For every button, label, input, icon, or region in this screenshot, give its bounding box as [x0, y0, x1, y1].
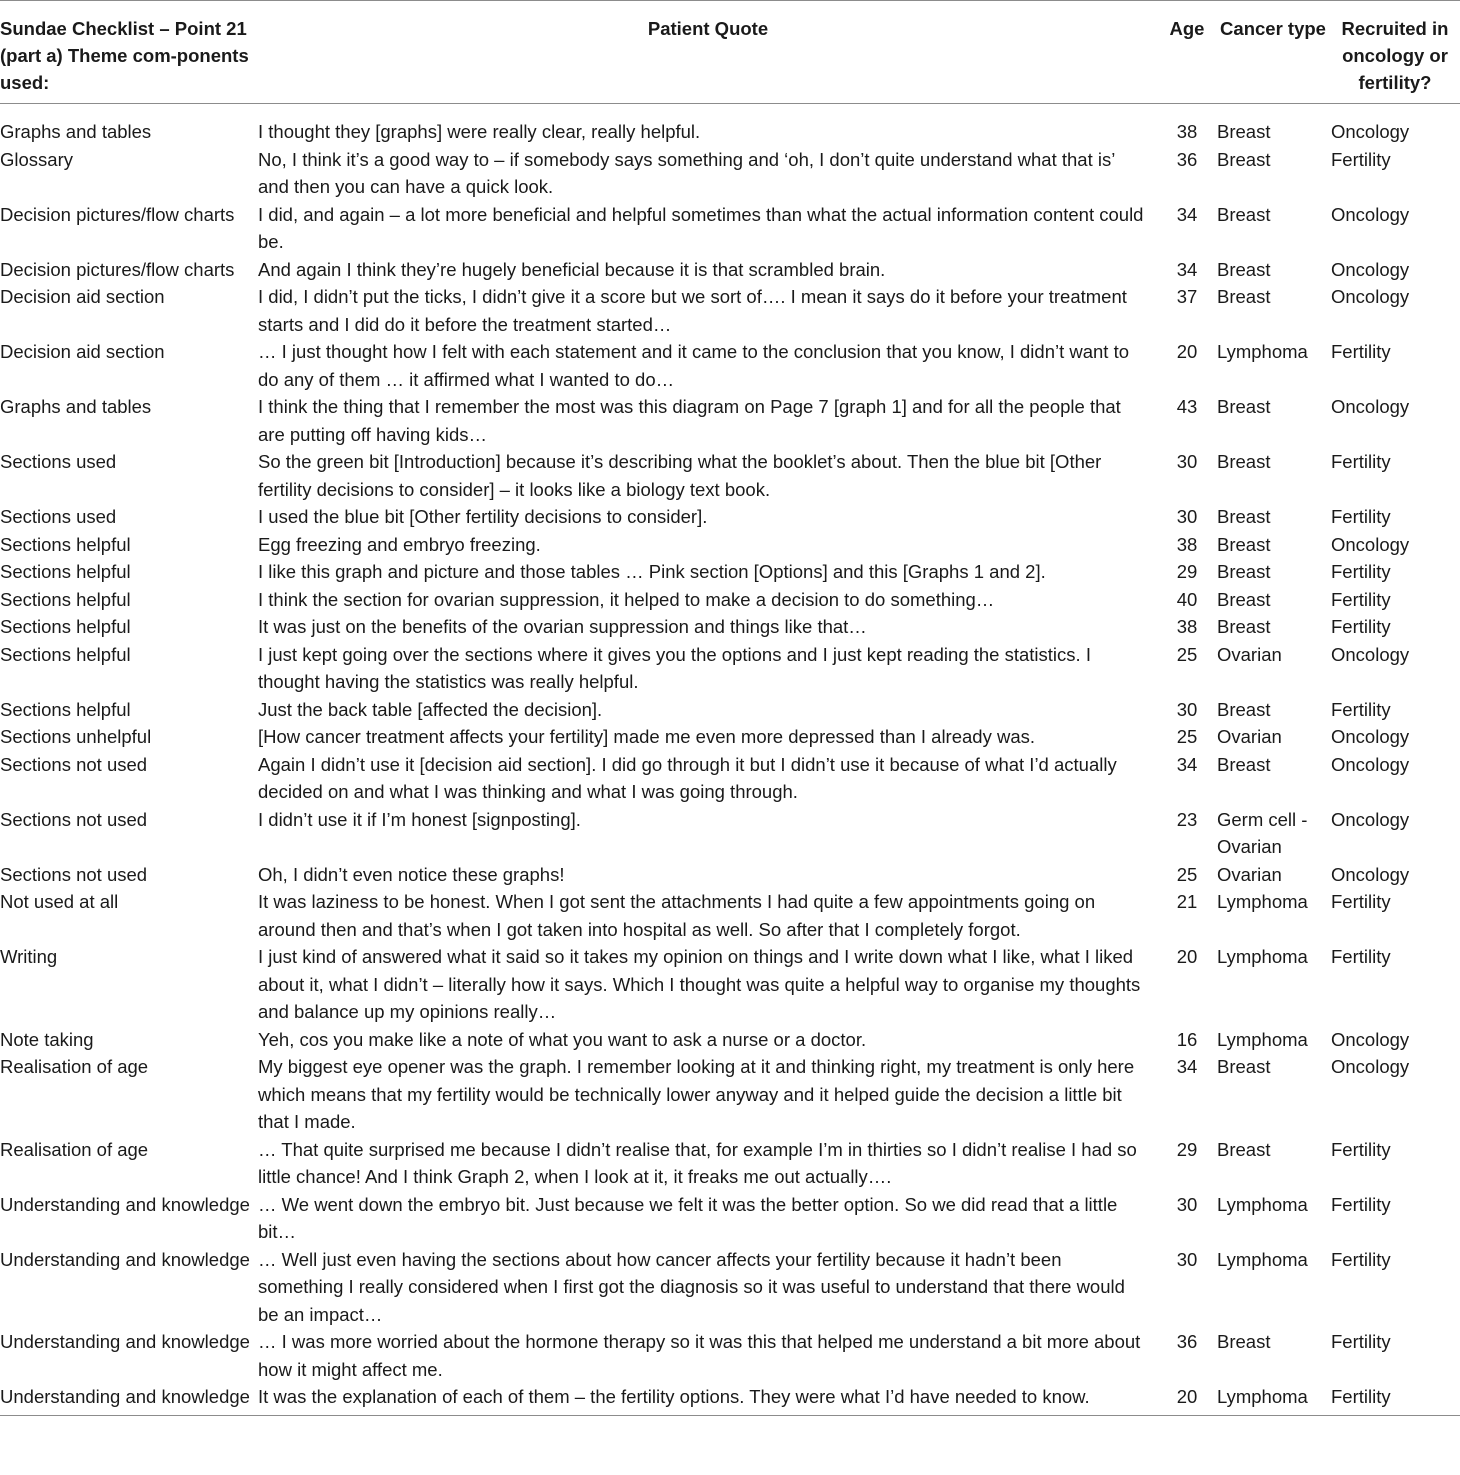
cell-cancer-type: Breast	[1217, 698, 1271, 720]
cell-patient-quote: I did, and again – a lot more beneficial and helpful sometimes than what the actual information content could be.	[258, 203, 1144, 252]
cell-age: 30	[1176, 698, 1198, 720]
cell-theme-component: Sections not used	[0, 808, 148, 830]
cell-patient-quote: No, I think it’s a good way to – if somebody says something and ‘oh, I don’t quite understand what that is’ and then you can have a quick look.	[258, 148, 1115, 197]
cell-recruited-in: Fertility	[1331, 698, 1391, 720]
cell-theme-component: Sections helpful	[0, 533, 131, 555]
table-row	[0, 943, 1460, 1026]
cell-cancer-type: Breast	[1217, 753, 1271, 775]
cell-cancer-type: Lymphoma	[1217, 1028, 1308, 1050]
cell-theme-component: Sections helpful	[0, 588, 131, 610]
table-row	[0, 104, 1460, 146]
table-row	[0, 888, 1460, 943]
table-row	[0, 338, 1460, 393]
header-theme-components: Sundae Checklist – Point 21 (part a) Theme com-ponents used:	[0, 1, 258, 104]
table-row	[0, 1053, 1460, 1136]
table-row	[0, 558, 1460, 586]
cell-age: 38	[1176, 533, 1198, 555]
cell-recruited-in: Fertility	[1331, 616, 1391, 637]
cell-patient-quote: … I was more worried about the hormone therapy so it was this that helped me understand a bit more about how it might affect me.	[258, 1331, 1141, 1380]
cell-recruited-in: Fertility	[1331, 891, 1391, 912]
cell-theme-component: Sections unhelpful	[0, 726, 152, 747]
cell-age: 20	[1176, 946, 1198, 967]
cell-cancer-type: Lymphoma	[1217, 341, 1308, 362]
cell-cancer-type: Lymphoma	[1217, 1248, 1308, 1270]
cell-age: 36	[1176, 148, 1198, 170]
cell-age: 34	[1176, 753, 1198, 775]
cell-age: 20	[1158, 1383, 1216, 1415]
cell-theme-component: Glossary	[0, 148, 73, 170]
cell-age: 30	[1176, 1193, 1198, 1215]
cell-cancer-type: Breast	[1217, 1138, 1271, 1160]
cell-cancer-type: Breast	[1217, 561, 1271, 582]
cell-age: 16	[1176, 1028, 1198, 1050]
cell-age: 34	[1176, 1056, 1198, 1077]
cell-theme-component: Understanding and knowledge	[0, 1331, 250, 1352]
cell-recruited-in: Fertility	[1331, 451, 1391, 472]
cell-recruited-in: Fertility	[1331, 946, 1391, 967]
cell-age: 30	[1176, 506, 1198, 527]
cell-patient-quote: Just the back table [affected the decision].	[258, 698, 603, 720]
cell-recruited-in: Oncology	[1331, 863, 1410, 885]
cell-patient-quote: … Well just even having the sections about how cancer affects your fertility because it hadn’t been something I really considered when I first got the diagnosis so it was useful to understand that there would be an impact…	[258, 1248, 1125, 1325]
cell-patient-quote: Egg freezing and embryo freezing.	[258, 533, 541, 555]
cell-cancer-type: Ovarian	[1217, 863, 1282, 885]
cell-recruited-in: Oncology	[1331, 121, 1410, 142]
table-row	[0, 861, 1460, 889]
cell-patient-quote: … That quite surprised me because I didn’t realise that, for example I’m in thirties so I didn’t realise I had so little chance! And I think Graph 2, when I look at it, it freaks me out actually….	[258, 1138, 1137, 1187]
cell-age: 30	[1176, 451, 1198, 472]
cell-cancer-type: Lymphoma	[1216, 1383, 1330, 1415]
cell-recruited-in: Fertility	[1331, 148, 1391, 170]
cell-cancer-type: Lymphoma	[1217, 1193, 1308, 1215]
table-row	[0, 201, 1460, 256]
cell-patient-quote: … I just thought how I felt with each statement and it came to the conclusion that you know, I didn’t want to do any of them … it affirmed what I wanted to do…	[258, 341, 1130, 390]
cell-cancer-type: Breast	[1217, 616, 1271, 637]
cell-cancer-type: Breast	[1217, 203, 1271, 225]
table-row	[0, 751, 1460, 806]
table-row	[0, 1246, 1460, 1329]
table-row	[0, 1026, 1460, 1054]
cell-recruited-in: Oncology	[1331, 753, 1410, 775]
cell-age: 37	[1176, 286, 1198, 307]
cell-theme-component: Understanding and knowledge	[0, 1248, 250, 1270]
cell-age: 29	[1176, 1138, 1198, 1160]
cell-age: 34	[1176, 258, 1198, 280]
cell-age: 36	[1176, 1331, 1198, 1352]
header-patient-quote: Patient Quote	[258, 1, 1158, 104]
cell-patient-quote: I think the section for ovarian suppression, it helped to make a decision to do something…	[258, 588, 995, 610]
header-age: Age	[1158, 1, 1216, 104]
cell-age: 38	[1176, 616, 1198, 637]
cell-theme-component: Writing	[0, 946, 58, 967]
cell-recruited-in: Oncology	[1331, 1056, 1410, 1077]
cell-cancer-type: Breast	[1217, 286, 1271, 307]
cell-recruited-in: Fertility	[1331, 1331, 1391, 1352]
cell-theme-component: Sections not used	[0, 863, 148, 885]
header-row	[0, 1, 1460, 104]
cell-recruited-in: Fertility	[1330, 1383, 1460, 1415]
cell-recruited-in: Fertility	[1331, 1248, 1391, 1270]
table-row	[0, 723, 1460, 751]
cell-recruited-in: Oncology	[1331, 643, 1410, 665]
cell-recruited-in: Oncology	[1331, 396, 1410, 417]
cell-age: 38	[1176, 121, 1198, 142]
cell-patient-quote: I did, I didn’t put the ticks, I didn’t give it a score but we sort of…. I mean it says do it before your treatment starts and I did do it before the treatment started…	[258, 286, 1127, 335]
cell-theme-component: Sections helpful	[0, 698, 131, 720]
cell-patient-quote: I think the thing that I remember the most was this diagram on Page 7 [graph 1] and for all the people that are putting off having kids…	[258, 396, 1121, 445]
cell-recruited-in: Fertility	[1331, 1193, 1391, 1215]
cell-cancer-type: Breast	[1217, 588, 1271, 610]
cell-recruited-in: Oncology	[1331, 808, 1410, 830]
cell-patient-quote: … We went down the embryo bit. Just because we felt it was the better option. So we did read that a little bit…	[258, 1193, 1118, 1242]
cell-patient-quote: Oh, I didn’t even notice these graphs!	[258, 863, 565, 885]
cell-patient-quote: It was laziness to be honest. When I got sent the attachments I had quite a few appointments going on around then and that’s when I got taken into hospital as well. So after that I completely forgot.	[258, 891, 1096, 940]
cell-recruited-in: Oncology	[1331, 203, 1410, 225]
header-cancer-type: Cancer type	[1216, 1, 1330, 104]
cell-theme-component: Not used at all	[0, 891, 119, 912]
cell-patient-quote: Again I didn’t use it [decision aid section]. I did go through it but I didn’t use it because of what I’d actually decided on and what I was thinking and what I was going through.	[258, 753, 1117, 802]
cell-cancer-type: Ovarian	[1217, 726, 1282, 747]
cell-age: 21	[1176, 891, 1198, 912]
table-row	[0, 393, 1460, 448]
cell-cancer-type: Breast	[1217, 121, 1271, 142]
table-row	[0, 1136, 1460, 1191]
cell-cancer-type: Breast	[1217, 506, 1271, 527]
cell-recruited-in: Fertility	[1331, 1138, 1391, 1160]
cell-recruited-in: Oncology	[1331, 286, 1410, 307]
cell-age: 20	[1176, 341, 1198, 362]
cell-theme-component: Sections not used	[0, 753, 148, 775]
cell-cancer-type: Lymphoma	[1217, 946, 1308, 967]
cell-cancer-type: Germ cell - Ovarian	[1217, 808, 1308, 857]
cell-patient-quote: My biggest eye opener was the graph. I remember looking at it and thinking right, my treatment is only here which means that my fertility would be technically lower anyway and it helped guide the decision a little bit that I made.	[258, 1056, 1135, 1132]
cell-theme-component: Note taking	[0, 1028, 94, 1050]
table-row	[0, 146, 1460, 201]
table-row	[0, 641, 1460, 696]
cell-patient-quote: I like this graph and picture and those tables … Pink section [Options] and this [Graphs 1 and 2].	[258, 561, 1046, 582]
cell-cancer-type: Ovarian	[1217, 643, 1282, 665]
cell-patient-quote: I thought they [graphs] were really clear, really helpful.	[258, 121, 701, 142]
cell-recruited-in: Oncology	[1331, 533, 1410, 555]
cell-theme-component: Graphs and tables	[0, 396, 152, 417]
cell-theme-component: Decision aid section	[0, 341, 165, 362]
cell-patient-quote: So the green bit [Introduction] because it’s describing what the booklet’s about. Then the blue bit [Other fertility decisions to consider] – it looks like a biology text book.	[258, 451, 1102, 500]
cell-theme-component: Graphs and tables	[0, 121, 152, 142]
table-body	[0, 104, 1460, 1416]
cell-cancer-type: Breast	[1217, 1056, 1271, 1077]
cell-theme-component: Decision aid section	[0, 286, 165, 307]
cell-recruited-in: Fertility	[1331, 341, 1391, 362]
cell-theme-component: Understanding and knowledge	[0, 1193, 250, 1215]
cell-recruited-in: Oncology	[1331, 1028, 1410, 1050]
table-row	[0, 696, 1460, 724]
table-header	[0, 1, 1460, 104]
cell-theme-component: Sections helpful	[0, 643, 131, 665]
cell-age: 43	[1176, 396, 1198, 417]
cell-cancer-type: Breast	[1217, 451, 1271, 472]
table-row	[0, 531, 1460, 559]
cell-patient-quote: I didn’t use it if I’m honest [signposting].	[258, 808, 581, 830]
cell-theme-component: Sections helpful	[0, 561, 131, 582]
cell-patient-quote: Yeh, cos you make like a note of what you want to ask a nurse or a doctor.	[258, 1028, 867, 1050]
cell-theme-component: Decision pictures/flow charts	[0, 203, 235, 225]
table-row	[0, 283, 1460, 338]
cell-theme-component: Understanding and knowledge	[0, 1383, 258, 1415]
cell-cancer-type: Breast	[1217, 533, 1271, 555]
cell-recruited-in: Oncology	[1331, 258, 1410, 280]
cell-age: 40	[1176, 588, 1198, 610]
cell-theme-component: Sections helpful	[0, 616, 131, 637]
cell-patient-quote: It was just on the benefits of the ovarian suppression and things like that…	[258, 616, 867, 637]
cell-recruited-in: Fertility	[1331, 506, 1391, 527]
table-row	[0, 503, 1460, 531]
cell-cancer-type: Lymphoma	[1217, 891, 1308, 912]
cell-age: 25	[1176, 726, 1198, 747]
cell-age: 30	[1176, 1248, 1198, 1270]
cell-cancer-type: Breast	[1217, 396, 1271, 417]
cell-age: 25	[1176, 643, 1198, 665]
cell-age: 29	[1176, 561, 1198, 582]
cell-recruited-in: Oncology	[1331, 726, 1410, 747]
table-row	[0, 1191, 1460, 1246]
table-row	[0, 1383, 1460, 1415]
cell-cancer-type: Breast	[1217, 258, 1271, 280]
cell-patient-quote: I used the blue bit [Other fertility decisions to consider].	[258, 506, 708, 527]
cell-cancer-type: Breast	[1217, 1331, 1271, 1352]
cell-theme-component: Sections used	[0, 451, 117, 472]
cell-patient-quote: And again I think they’re hugely beneficial because it is that scrambled brain.	[258, 258, 886, 280]
cell-recruited-in: Fertility	[1331, 561, 1391, 582]
cell-recruited-in: Fertility	[1331, 588, 1391, 610]
cell-age: 25	[1176, 863, 1198, 885]
table-row	[0, 448, 1460, 503]
table-row	[0, 256, 1460, 284]
cell-patient-quote: [How cancer treatment affects your fertility] made me even more depressed than I already was.	[258, 726, 1036, 747]
cell-patient-quote: I just kind of answered what it said so it takes my opinion on things and I write down what I like, what I liked about it, what I didn’t – literally how it says. Which I thought was quite a helpful way to organise my thoughts and balance up my opinions really…	[258, 946, 1141, 1022]
cell-theme-component: Decision pictures/flow charts	[0, 258, 235, 280]
table-row	[0, 1328, 1460, 1383]
cell-age: 34	[1176, 203, 1198, 225]
table-row	[0, 586, 1460, 614]
cell-cancer-type: Breast	[1217, 148, 1271, 170]
cell-age: 23	[1176, 808, 1198, 830]
cell-patient-quote: It was the explanation of each of them – the fertility options. They were what I’d have needed to know.	[258, 1383, 1158, 1415]
header-recruited-in: Recruited in oncology or fertility?	[1330, 1, 1460, 104]
table-row	[0, 806, 1460, 861]
cell-theme-component: Sections used	[0, 506, 117, 527]
cell-theme-component: Realisation of age	[0, 1056, 149, 1077]
cell-patient-quote: I just kept going over the sections where it gives you the options and I just kept reading the statistics. I thought having the statistics was really helpful.	[258, 643, 1091, 692]
cell-theme-component: Realisation of age	[0, 1138, 149, 1160]
table-row	[0, 613, 1460, 641]
